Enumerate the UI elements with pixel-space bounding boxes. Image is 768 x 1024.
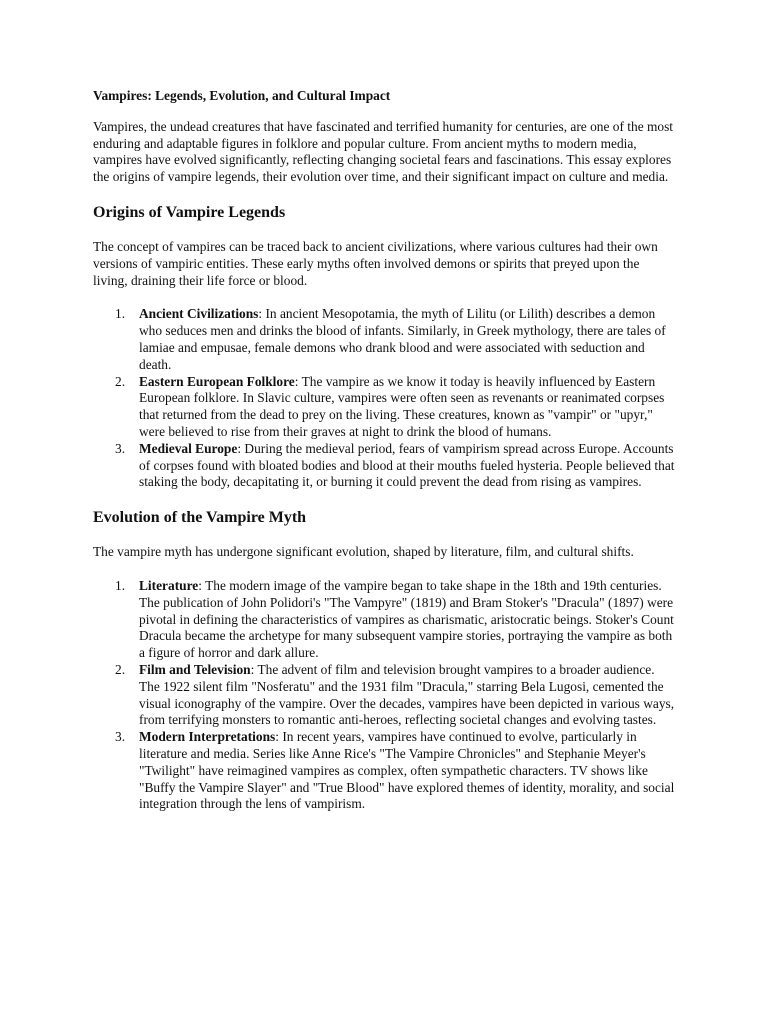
numbered-list [93,306,676,491]
intro-paragraph: Vampires, the undead creatures that have fascinated and terrified humanity for centuries, are one of the most enduring and adaptable figures in folklore and popular culture. From ancient myths to modern media, vampires have evolved significantly, reflecting changing societal fears and fascinations. This essay explores the origins of vampire legends, their evolution over time, and their significant impact on culture and media. [93,118,674,185]
document-title: Vampires: Legends, Evolution, and Cultural Impact [93,88,391,103]
list-text: : In recent years, vampires have continued to evolve, particularly in literature and media. Series like Anne Rice's "The Vampire Chronicles" and Stephanie Meyer's "Twilight" have reimagined vampires as complex, often sympathetic characters. TV shows like "Buffy the Vampire Slayer" and "True Blood" have explored themes of identity, morality, and social integration through the lens of vampirism. [139,729,675,812]
list-term: Literature [139,577,199,593]
list-item [93,729,676,813]
list-number: 2. [115,661,126,677]
list-text: : In ancient Mesopotamia, the myth of Lilitu (or Lilith) describes a demon who seduces men and drinks the blood of infants. Similarly, in Greek mythology, there are tales of lamiae and empusae, female demons who drank blood and were associated with seduction and death. [139,306,666,372]
list-text: : The modern image of the vampire began to take shape in the 18th and 19th centuries. The publication of John Polidori's "The Vampyre" (1819) and Bram Stoker's "Dracula" (1897) were pivotal in defining the characteristics of vampires as charismatic, aristocratic beings. Stoker's Count Dracula became the archetype for many subsequent vampire stories, portraying the vampire as both a figure of horror and dark allure. [139,577,674,661]
list-number: 3. [115,440,126,456]
list-term: Modern Interpretations [139,729,276,745]
section-paragraph: The concept of vampires can be traced back to ancient civilizations, where various cultures had their own versions of vampiric entities. These early myths often involved demons or spirits that preyed upon the living, draining their life force or blood. [93,238,658,288]
list-text: : During the medieval period, fears of vampirism spread across Europe. Accounts of corpses found with bloated bodies and blood at their mouths fueled hysteria. People believed that staking the body, decapitating it, or burning it could prevent the dead from rising as vampires. [139,440,675,490]
list-item [93,578,676,662]
section-heading: Origins of Vampire Legends [93,203,286,221]
list-number: 2. [115,373,126,389]
list-term: Eastern European Folklore [139,373,295,389]
list-number: 1. [115,577,126,593]
section-heading: Evolution of the Vampire Myth [93,509,307,527]
list-text: : The vampire as we know it today is heavily influenced by Eastern European folklore. In Slavic culture, vampires were often seen as revenants or reanimated corpses that returned from the dead to prey on the living. These creatures, known as "vampir" or "upyr," were believed to rise from their graves at night to drink the blood of humans. [139,373,665,439]
section-origins [93,203,676,491]
list-number: 3. [115,729,126,745]
list-item [93,374,676,441]
list-term: Medieval Europe [139,440,238,456]
list-term: Film and Television [139,661,251,677]
list-term: Ancient Civilizations [139,306,259,322]
list-text: : The advent of film and television brought vampires to a broader audience. The 1922 silent film "Nosferatu" and the 1931 film "Dracula," starring Bela Lugosi, cemented the visual iconography of the vampire. Over the decades, vampires have been depicted in various ways, from terrifying monsters to romantic anti-heroes, reflecting societal changes and evolving tastes. [139,661,675,728]
section-paragraph: The vampire myth has undergone significant evolution, shaped by literature, film, and cultural shifts. [93,544,634,560]
list-number: 1. [115,306,126,322]
list-item [93,662,676,729]
list-item [93,306,676,373]
numbered-list [93,578,676,813]
section-evolution [93,508,676,813]
list-item [93,441,676,491]
